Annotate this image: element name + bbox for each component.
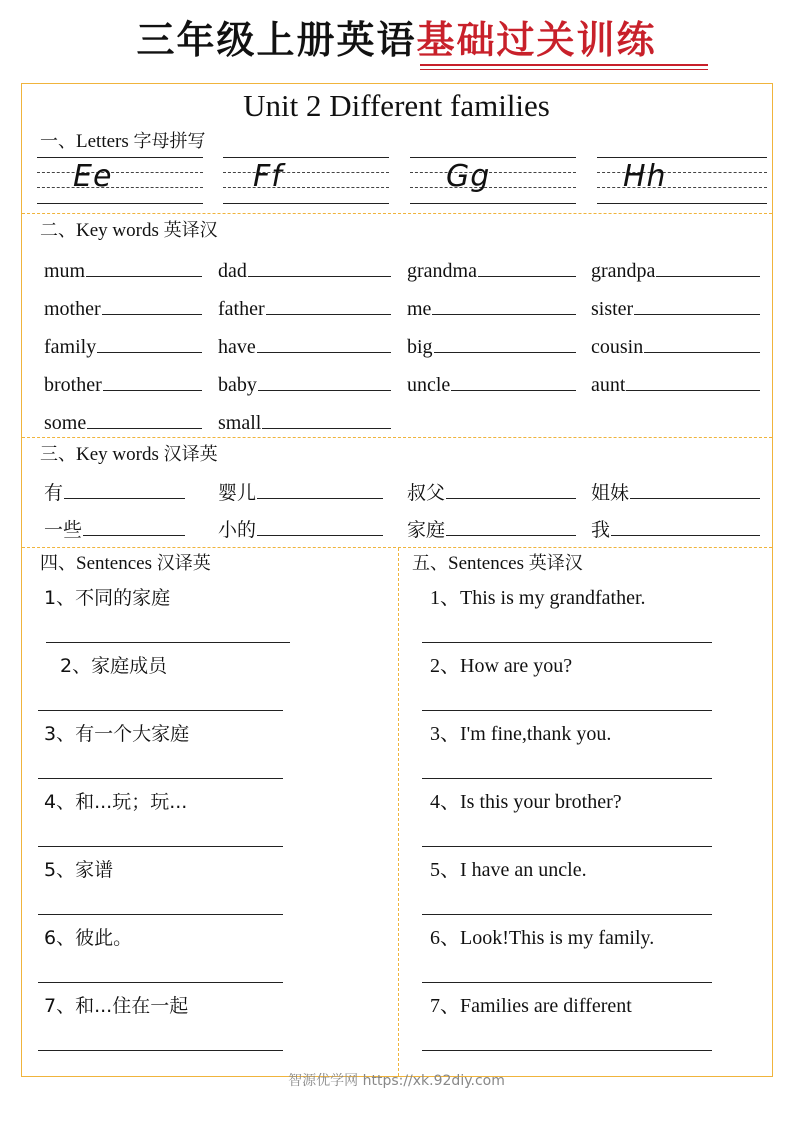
key-word-item [407,370,576,397]
section-num: 一、 [40,131,76,152]
answer-line[interactable] [38,914,283,915]
letter-pair: Ff [253,159,283,194]
section-num: 五、 [412,553,448,574]
section5-heading [412,552,583,576]
answer-line[interactable] [46,642,290,643]
answer-blank[interactable] [248,256,391,277]
key-word-text: father [218,298,265,320]
key-word-text: family [44,336,97,358]
sentence-prompt: 7、Families are different [430,995,632,1017]
letter-grid [37,157,203,205]
key-word-text: 小的 [218,519,257,541]
key-word-text: 有 [44,482,64,504]
section-en: Key words [76,444,159,465]
letter-pair: Ee [73,159,113,194]
title-red: 基础过关训练 [416,18,657,62]
answer-line[interactable] [422,778,712,779]
unit-heading: Unit 2 Different families [243,88,550,123]
answer-blank[interactable] [611,515,760,536]
section-num: 四、 [40,553,76,574]
key-word-text: baby [218,374,257,396]
answer-line[interactable] [422,1050,712,1051]
section-num: 三、 [40,444,76,465]
key-word-item [218,478,383,505]
answer-blank[interactable] [630,478,760,499]
key-word-text: grandpa [591,260,656,282]
key-word-item [407,515,576,542]
page-title [0,14,793,66]
answer-blank[interactable] [262,408,391,429]
answer-line[interactable] [38,710,283,711]
sentence-prompt: 7、和...住在一起 [44,995,189,1017]
key-word-text: 叔父 [407,482,446,504]
sentence-prompt: 6、Look!This is my family. [430,927,655,949]
answer-line[interactable] [38,982,283,983]
sentence-prompt: 6、彼此。 [44,927,133,949]
key-word-text: some [44,412,87,434]
sentence-prompt: 5、I have an uncle. [430,859,587,881]
answer-blank[interactable] [64,478,185,499]
section-cn: 英译汉 [528,553,583,574]
key-word-text: small [218,412,262,434]
key-word-text: big [407,336,433,358]
key-word-text: brother [44,374,102,396]
answer-blank[interactable] [478,256,576,277]
sentence-prompt: 5、家谱 [44,859,114,881]
letter-grid [597,157,767,205]
key-word-text: aunt [591,374,626,396]
key-word-item [591,478,760,505]
footer-watermark: 智源优学网 https://xk.92diy.com [288,1073,505,1089]
section2-heading [40,219,218,243]
answer-blank[interactable] [451,370,576,391]
answer-line[interactable] [38,778,283,779]
answer-blank[interactable] [446,478,576,499]
title-underline [420,64,708,66]
key-word-item [218,256,391,283]
key-word-item [44,408,202,435]
letter-grid [410,157,576,205]
sentence-prompt: 2、How are you? [430,655,573,677]
section-cn: 汉译英 [163,444,218,465]
key-word-item [407,256,576,283]
answer-line[interactable] [38,1050,283,1051]
sentence-prompt: 1、不同的家庭 [44,587,171,609]
key-word-item [44,478,185,505]
answer-line[interactable] [422,710,712,711]
key-word-text: me [407,298,432,320]
answer-blank[interactable] [87,408,202,429]
answer-blank[interactable] [432,294,576,315]
key-word-text: 婴儿 [218,482,257,504]
sentence-prompt: 4、Is this your brother? [430,791,622,813]
title-black: 三年级上册英语 [136,18,417,62]
sentence-prompt: 3、I'm fine,thank you. [430,723,612,745]
answer-line[interactable] [422,914,712,915]
key-word-item [44,515,185,542]
answer-blank[interactable] [634,294,760,315]
section-num: 二、 [40,220,76,241]
sentence-prompt: 3、有一个大家庭 [44,723,190,745]
sentence-prompt: 2、家庭成员 [60,655,168,677]
key-word-item [591,370,760,397]
section-divider [22,437,772,438]
column-divider [398,548,399,1076]
section-en: Sentences [76,553,152,574]
answer-blank[interactable] [257,478,383,499]
answer-line[interactable] [422,982,712,983]
answer-line[interactable] [422,642,712,643]
key-word-item [218,408,391,435]
key-word-text: 我 [591,519,611,541]
key-word-item [44,332,202,359]
key-word-item [218,515,383,542]
answer-line[interactable] [422,846,712,847]
answer-blank[interactable] [626,370,760,391]
key-word-text: dad [218,260,247,282]
key-word-text: mother [44,298,101,320]
answer-blank[interactable] [644,332,760,353]
section-en: Key words [76,220,159,241]
sentence-prompt: 4、和...玩；玩... [44,791,188,813]
answer-blank[interactable] [97,332,202,353]
section1-heading [40,130,206,154]
section-cn: 英译汉 [163,220,218,241]
key-word-item [407,332,576,359]
section-cn: 汉译英 [156,553,211,574]
key-word-item [218,332,391,359]
letter-pair: Gg [446,159,491,194]
section-en: Sentences [448,553,524,574]
key-word-text: 一些 [44,519,83,541]
section3-heading [40,443,218,467]
letter-grid [223,157,389,205]
key-word-text: 家庭 [407,519,446,541]
sentence-prompt: 1、This is my grandfather. [430,587,646,609]
answer-blank[interactable] [266,294,391,315]
answer-blank[interactable] [257,332,391,353]
key-word-item [591,515,760,542]
key-word-item [44,294,202,321]
answer-blank[interactable] [102,294,202,315]
answer-blank[interactable] [258,370,391,391]
key-word-text: have [218,336,256,358]
key-word-text: mum [44,260,86,282]
section-en: Letters [76,131,129,152]
key-word-text: uncle [407,374,451,396]
key-word-item [218,294,391,321]
key-word-item [407,478,576,505]
key-word-text: cousin [591,336,644,358]
section-cn: 字母拼写 [133,131,206,152]
key-word-item [44,256,202,283]
answer-blank[interactable] [86,256,202,277]
section-divider [22,213,772,214]
key-word-item [591,332,760,359]
key-word-text: 姐妹 [591,482,630,504]
title-underline-2 [420,69,708,70]
answer-blank[interactable] [257,515,383,536]
key-word-text: grandma [407,260,477,282]
section4-heading [40,552,211,576]
answer-blank[interactable] [103,370,202,391]
section-divider [22,547,772,548]
answer-blank[interactable] [656,256,760,277]
answer-blank[interactable] [434,332,576,353]
key-word-item [591,256,760,283]
key-word-item [218,370,391,397]
key-word-item [44,370,202,397]
answer-blank[interactable] [83,515,185,536]
key-word-text: sister [591,298,634,320]
answer-blank[interactable] [446,515,576,536]
key-word-item [407,294,576,321]
key-word-item [591,294,760,321]
answer-line[interactable] [38,846,283,847]
letter-pair: Hh [623,159,667,194]
